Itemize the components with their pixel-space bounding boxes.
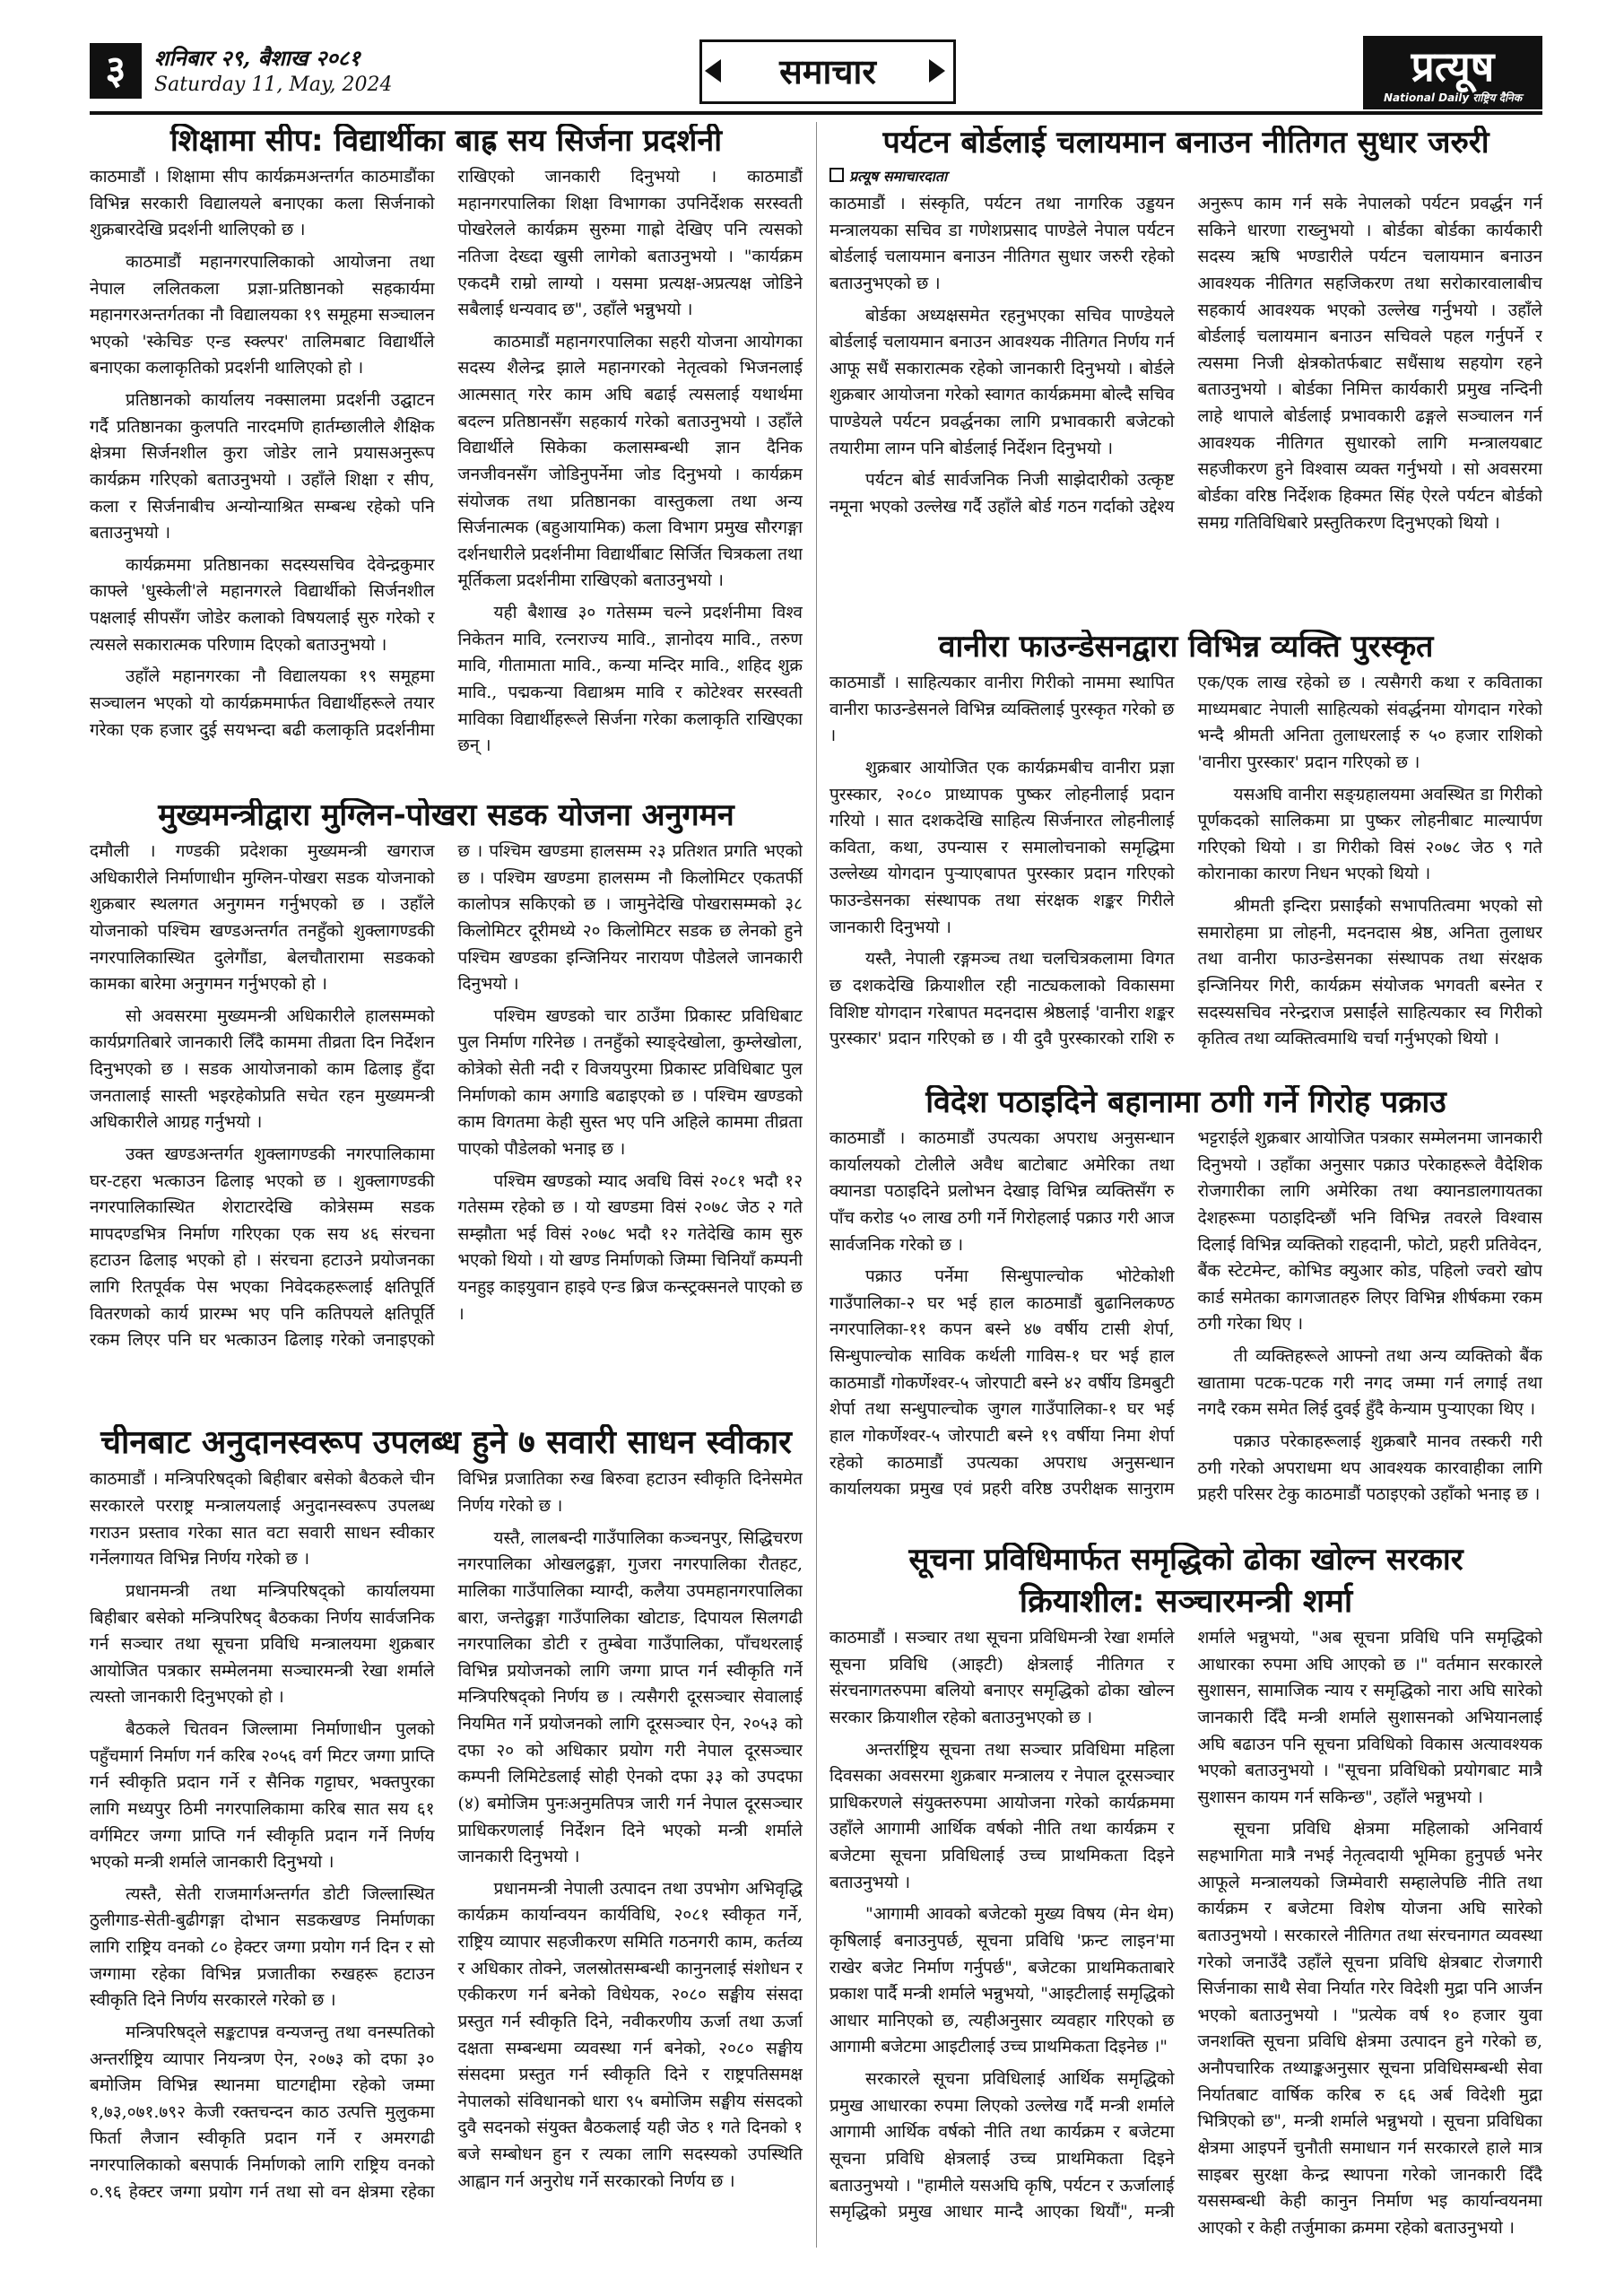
paragraph: श्रीमती इन्दिरा प्रसाईंको सभापतित्वमा भएको सो समारोहमा प्रा लोहनी, मदनदास श्रेष्ठ, अनिता तुलाधर तथा वानीरा फाउन्डेसनका संस्थापक तथा संरक्षक इन्जिनियर गिरी, कार्यक्रम संयोजक भगवती बस्नेत र सदस्यसचिव नरेन्द्रराज प्रसाईंले साहित्यकार स्व गिरीको कृतित्व तथा व्यक्तित्वमाथि चर्चा गर्नुभएको थियो । (1197, 896, 1542, 1049)
paragraph: काठमाडौं । सञ्चार तथा सूचना प्रविधिमन्त्री रेखा शर्माले सूचना प्रविधि (आइटी) क्षेत्रलाई नीतिगत र संरचनागतरुपमा बलियो बनाएर समृद्धिको ढोका खोल्न सरकार क्रियाशील रहेको बताउनुभएको छ । (829, 1628, 1175, 1727)
paragraph: यसअघि वानीरा सङ्ग्रहालयमा अवस्थित डा गिरीको पूर्णकदको सालिकमा प्रा पुष्कर लोहनीबाट माल्यार्पण गरिएको थियो । डा गिरीको विसं २०७८ जेठ ९ गते कोरानाका कारण निधन भएको थियो । (1197, 784, 1542, 884)
headline: पर्यटन बोर्डलाई चलायमान बनाउन नीतिगत सुधार जरुरी (882, 126, 1489, 161)
paragraph: काठमाडौं महानगरपालिका सहरी योजना आयोगका सदस्य शैलेन्द्र झाले महानगरको नेतृत्वको भिजनलाई आत्मसात् गरेर काम अघि बढाई त्यसलाई यथार्थमा बदल्न प्रतिष्ठानसँग सहकार्य गरेको बताउनुभयो । उहाँले विद्यार्थीले सिकेका कलासम्बन्धी ज्ञान दैनिक जनजीवनसँग जोडिनुपर्नेमा जोड दिनुभयो । कार्यक्रम संयोजक तथा प्रतिष्ठानका वास्तुकला तथा अन्य सिर्जनात्मक (बहुआयामिक) कला विभाग प्रमुख सौरगङ्गा दर्शनधारीले प्रदर्शनीमा विद्यार्थीबाट सिर्जित चित्रकला तथा मूर्तिकला प्रदर्शनीमा राखिएको बताउनुभयो । (457, 331, 803, 591)
article-body (829, 1126, 1542, 1509)
paragraph: बोर्डका अध्यक्षसमेत रहनुभएका सचिव पाण्डेयले बोर्डलाई चलायमान बनाउन आवश्यक नीतिगत निर्णय गर्न आफू सधैं सकारात्मक रहेको जानकारी दिनुभयो । बोर्डले शुक्रबार आयोजना गरेको स्वागत कार्यक्रममा बोल्दै सचिव पाण्डेयले पर्यटन प्रवर्द्धनका लागि प्रभावकारी बजेटको तयारीमा लाग्न पनि बोर्डलाई निर्देशन दिनुभयो । (829, 305, 1175, 458)
section-title: समाचार (699, 39, 956, 104)
headline: चीनबाट अनुदानस्वरूप उपलब्ध हुने ७ सवारी साधन स्वीकार (100, 1424, 792, 1461)
headline: सूचना प्रविधिमार्फत समृद्धिको ढोका खोल्न सरकार (908, 1543, 1463, 1578)
logo-name: प्रत्यूष (1411, 42, 1495, 91)
masthead-rule (90, 111, 1542, 115)
paragraph: शुक्रबार आयोजित एक कार्यक्रमबीच वानीरा प्रज्ञा पुरस्कार, २०८० प्राध्यापक पुष्कर लोहनीलाई प्रदान गरियो । सात दशकदेखि साहित्य सिर्जनारत लोहनीलाई कविता, कथा, उपन्यास र समालोचनाको समृद्धिमा उल्लेख्य योगदान पुर्‍याएबापत पुरस्कार प्रदान गरिएको फाउन्डेसनका संस्थापक तथा संरक्षक शङ्कर गिरीले जानकारी दिनुभयो । (829, 757, 1175, 937)
paragraph: पक्राउ पर्नेमा सिन्धुपाल्चोक भोटेकोशी गाउँपालिका-२ घर भई हाल काठमाडौं बुढानिलकण्ठ नगरपालिका-११ कपन बस्ने ४७ वर्षीय टासी शेर्पा, सिन्धुपाल्चोक साविक कर्थली गाविस-१ घर भई हाल काठमाडौं गोकर्णेश्वर-५ जोरपाटी बस्ने ४२ वर्षीय डिमबुटी शेर्पा तथा सन्धुपाल्चोक जुगल गाउँपालिका-१ घर भई हाल गोकर्णेश्वर-५ जोरपाटी बस्ने १९ वर्षीया निमा शेर्पा रहेको काठमाडौं उपत्यका अपराध अनुसन्धान कार्यालयका प्रमुख एवं प्रहरी वरिष्ठ उपरीक्षक सानुराम भट्टराईले शुक्रबार आयोजित पत्रकार सम्मेलनमा जानकारी दिनुभयो । उहाँका अनुसार पक्राउ परेकाहरूले वैदेशिक रोजगारीका लागि अमेरिका तथा क्यानडालगायतका देशहरूमा पठाइदिन्छौं भनि विभिन्न तवरले विश्वास दिलाई विभिन्न व्यक्तिको राहदानी, फोटो, प्रहरी प्रतिवेदन, बैंक स्टेटमेन्ट, कोभिड क्युआर कोड, पहिलो ज्वरो खोप कार्ड समेतका कागजातहरु लिएर विभिन्न शीर्षकमा रकम ठगी गरेका थिए । (829, 1128, 1542, 1500)
paragraph: दमौली । गण्डकी प्रदेशका मुख्यमन्त्री खगराज अधिकारीले निर्माणाधीन मुग्लिन-पोखरा सडक योजनाको शुक्रबार स्थलगत अनुगमन गर्नुभएको छ । उहाँले योजनाको पश्चिम खण्डअन्तर्गत तनहुँको शुक्लागण्डकी नगरपालिकास्थित दुलेगौंडा, बेलचौतारामा सडकको कामका बारेमा अनुगमन गर्नुभएको हो । (90, 841, 435, 995)
paragraph: मन्त्रिपरिषद्ले सङ्कटापन्न वन्यजन्तु तथा वनस्पतिको अन्तर्राष्ट्रिय व्यापार नियन्त्रण ऐन, २०७३ को दफा ३० बमोजिम विभिन्न स्थानमा घाटगद्दीमा रहेको जम्मा १,७३,०७१.७९२ केजी रक्तचन्दन काठ उत्पत्ति मुलुकमा फिर्ता लैजान स्वीकृति प्रदान गर्ने र अमरगढी नगरपालिकाको बसपार्क निर्माणको लागि राष्ट्रिय वनको ०.९६ हेक्टर जग्गा प्रयोग गर्न तथा सो वन क्षेत्रमा रहेका विभिन्न प्रजातिका रुख बिरुवा हटाउन स्वीकृति दिनेसमेत निर्णय गरेको छ । (90, 1469, 803, 2202)
paragraph: अन्तर्राष्ट्रिय सूचना तथा सञ्चार प्रविधिमा महिला दिवसका अवसरमा शुक्रबार मन्त्रालय र नेपाल दूरसञ्चार प्राधिकरणले संयुक्तरुपमा आयोजना गरेको कार्यक्रममा उहाँले आगामी आर्थिक वर्षको नीति तथा कार्यक्रम र बजेटमा सूचना प्रविधिलाई उच्च प्राथमिकता दिइने बताउनुभयो । (829, 1739, 1175, 1892)
column-divider (816, 122, 817, 2248)
paragraph: उहाँले महानगरका नौ विद्यालयका १९ समूहमा सञ्चालन भएको यो कार्यक्रममार्फत विद्यार्थीहरूले तयार गरेका एक हजार दुई सयभन्दा बढी कलाकृति प्रदर्शनीमा राखिएको जानकारी दिनुभयो । काठमाडौं महानगरपालिका शिक्षा विभागका उपनिर्देशक सरस्वती पोखरेलले कार्यक्रम सुरुमा गाह्रो देखिए पनि त्यसको नतिजा देख्दा खुसी लागेको बताउनुभयो । "कार्यक्रम एकदमै राम्रो लाग्यो । यसमा प्रत्यक्ष-अप्रत्यक्ष जोडिने सबैलाई धन्यवाद छ", उहाँले भन्नुभयो । (90, 167, 803, 740)
article-china-vehicles (90, 1424, 803, 2249)
article-tourism-board (829, 126, 1542, 621)
byline-text: प्रत्यूष समाचारदाता (849, 168, 948, 186)
page-number: ३ (90, 43, 142, 99)
masthead (90, 36, 1542, 117)
article-body (829, 1625, 1542, 2241)
article-banira-foundation (829, 630, 1542, 1078)
paragraph: काठमाडौं । काठमाडौं उपत्यका अपराध अनुसन्धान कार्यालयको टोलीले अवैध बाटोबाट अमेरिका तथा क्यानडा पठाइदिने प्रलोभन देखाइ विभिन्न व्यक्तिसँग रु पाँच करोड ५० लाख ठगी गर्ने गिरोहलाई पक्राउ गरी आज सार्वजनिक गरेको छ । (829, 1128, 1175, 1255)
date-nepali: शनिबार २९, बैशाख २०८१ (154, 45, 360, 71)
article-body (90, 839, 803, 1354)
paragraph: उक्त खण्डअन्तर्गत शुक्लागण्डकी नगरपालिकामा घर-टहरा भत्काउन ढिलाइ भएको छ । शुक्लागण्डकी नगरपालिकास्थित शेराटारदेखि कोत्रेसम्म सडक मापदण्डभित्र निर्माण गरिएका एक सय ४६ संरचना हटाउन ढिलाइ भएको हो । संरचना हटाउने प्रयोजनका लागि रितपूर्वक पेस भएका निवेदकहरूलाई क्षतिपूर्ति वितरणको कार्य प्रारम्भ भए पनि कतिपयले क्षतिपूर्ति रकम लिएर पनि घर भत्काउन ढिलाइ गरेको जनाइएको छ । पश्चिम खण्डमा हालसम्म २३ प्रतिशत प्रगति भएको छ । पश्चिम खण्डमा हालसम्म नौ किलोमिटर एकतर्फी कालोपत्र सकिएको छ । जामुनेदेखि पोखरासम्मको ३८ किलोमिटर दूरीमध्ये २० किलोमिटर सडक छ लेनको हुने पश्चिम खण्डका इन्जिनियर नारायण पौडेलले जानकारी दिनुभयो । (90, 841, 803, 1351)
article-body (829, 191, 1542, 536)
paragraph: "आगामी आवको बजेटको मुख्य विषय (मेन थेम) कृषिलाई बनाउनुपर्छ, सूचना प्रविधि 'फ्रन्ट लाइन'मा राखेर बजेट निर्माण गर्नुपर्छ", बजेटका प्राथमिकताबारे प्रकाश पार्दै मन्त्री शर्माले भन्नुभयो, "आइटीलाई समृद्धिको आधार मानिएको छ, त्यहीअनुसार व्यवहार गरिएको छ आगामी बजेटमा आइटीलाई उच्च प्राथमिकता दिइनेछ ।" (829, 1904, 1175, 2057)
arrow-right-icon (929, 59, 945, 83)
paragraph: प्रतिष्ठानको कार्यालय नक्सालमा प्रदर्शनी उद्घाटन गर्दै प्रतिष्ठानका कुलपति नारदमणि हार्तम्छालीले शैक्षिक क्षेत्रमा सिर्जनशील कुरा जोडेर लाने प्रयासअनुरूप कार्यक्रम गरिएको बताउनुभयो । उहाँले शिक्षा र सीप, कला र सिर्जनाबीच अन्योन्याश्रित सम्बन्ध रहेको पनि बताउनुभयो । (90, 390, 435, 544)
paragraph: प्रधानमन्त्री नेपाली उत्पादन तथा उपभोग अभिवृद्धि कार्यक्रम कार्यान्वयन कार्यविधि, २०८१ स्वीकृत गर्ने, राष्ट्रिय व्यापार सहजीकरण समिति गठनगरी काम, कर्तव्य र अधिकार तोक्ने, जलस्रोतसम्बन्धी कानुनलाई संशोधन र एकीकरण गर्न बनेको विधेयक, २०८० सङ्घीय संसदा प्रस्तुत गर्न स्वीकृति दिने, नवीकरणीय ऊर्जा तथा ऊर्जा दक्षता सम्बन्धमा व्यवस्था गर्न बनेको, २०८० सङ्घीय संसदमा प्रस्तुत गर्न स्वीकृति दिने र राष्ट्रपतिसमक्ष नेपालको संविधानको धारा ९५ बमोजिम सङ्घीय संसदको दुवै सदनको संयुक्त बैठकलाई यही जेठ १ गते दिनको १ बजे सम्बोधन हुन र त्यका लागि सदस्यको उपस्थिति आह्वान गर्न अनुरोध गर्ने सरकारको निर्णय छ । (457, 1878, 803, 2191)
subheadline: क्रियाशील: सञ्चारमन्त्री शर्मा (1019, 1583, 1353, 1621)
newspaper-logo (1363, 36, 1542, 109)
headline: मुख्यमन्त्रीद्वारा मुग्लिन-पोखरा सडक योजना अनुगमन (158, 798, 734, 833)
article-fraud-gang (829, 1085, 1542, 1534)
arrow-left-icon (705, 59, 721, 83)
paragraph: प्रधानमन्त्री तथा मन्त्रिपरिषद्को कार्यालयमा बिहीबार बसेको मन्त्रिपरिषद् बैठकका निर्णय सार्वजनिक गर्न सञ्चार तथा सूचना प्रविधि मन्त्रालयमा शुक्रबार आयोजित पत्रकार सम्मेलनमा सञ्चारमन्त्री रेखा शर्माले त्यस्तो जानकारी दिनुभएको हो । (90, 1580, 435, 1708)
headline: शिक्षामा सीप: विद्यार्थीका बाह्र सय सिर्जना प्रदर्शनी (169, 124, 723, 159)
paragraph: काठमाडौं । संस्कृति, पर्यटन तथा नागरिक उड्डयन मन्त्रालयका सचिव डा गणेशप्रसाद पाण्डेले नेपाल पर्यटन बोर्डलाई चलायमान बनाउन नीतिगत सुधार जरुरी रहेको बताउनुभएको छ । (829, 194, 1175, 293)
paragraph: काठमाडौं । साहित्यकार वानीरा गिरीको नाममा स्थापित वानीरा फाउन्डेसनले विभिन्न व्यक्तिलाई पुरस्कृत गरेको छ । (829, 673, 1175, 746)
byline (829, 166, 1542, 186)
paragraph: कार्यक्रममा प्रतिष्ठानका सदस्यसचिव देवेन्द्रकुमार काफ्ले 'धुस्केली'ले महानगरले विद्यार्थीको सिर्जनशील पक्षलाई सीपसँग जोडेर कलाको विषयलाई सुरु गरेको र त्यसले सकारात्मक परिणाम दिएको बताउनुभयो । (90, 554, 435, 655)
square-bullet-icon (829, 168, 844, 182)
paragraph: पक्राउ परेकाहरूलाई शुक्रबारै मानव तस्करी गरी ठगी गरेको अपराधमा थप आवश्यक कारवाहीका लागि प्रहरी परिसर टेकु काठमाडौं पठाइएको उहाँको भनाइ छ । (1197, 1431, 1542, 1505)
article-body (90, 1466, 803, 2205)
paragraph: त्यस्तै, सेती राजमार्गअन्तर्गत डोटी जिल्लास्थित ठुलीगाड-सेती-बुढीगङ्गा दोभान सडकखण्ड निर्माणका लागि राष्ट्रिय वनको ८० हेक्टर जग्गा प्रयोग गर्न दिन र सो जग्गामा रहेका विभिन्न प्रजातीका रुखहरू हटाउन स्वीकृति दिने निर्णय सरकारले गरेको छ । (90, 1883, 435, 2011)
paragraph: काठमाडौं । मन्त्रिपरिषद्को बिहीबार बसेको बैठकले चीन सरकारले परराष्ट्र मन्त्रालयलाई अनुदानस्वरूप उपलब्ध गराउन प्रस्ताव गरेका सात वटा सवारी साधन स्वीकार गर्नेलगायत विभिन्न निर्णय गरेको छ । (90, 1469, 435, 1570)
article-body (90, 164, 803, 760)
headline: वानीरा फाउन्डेसनद्वारा विभिन्न व्यक्ति पुरस्कृत (938, 630, 1434, 665)
paragraph: यस्तै, नेपाली रङ्गमञ्च तथा चलचित्रकलामा विगत छ दशकदेखि क्रियाशील रही नाट्यकलाको विकासमा विशिष्ट योगदान गरेबापत मदनदास श्रेष्ठलाई 'वानीरा शङ्कर पुरस्कार' प्रदान गरिएको छ । यी दुवै पुरस्कारको राशि रु एक/एक लाख रहेको छ । त्यसैगरी कथा र कविताका माध्यमबाट नेपाली साहित्यको संवर्द्धनमा योगदान गरेको भन्दै श्रीमती अनिता तुलाधरलाई रु ५० हजार राशिको 'वानीरा पुरस्कार' प्रदान गरिएको छ । (829, 673, 1542, 1049)
headline: विदेश पठाइदिने बहानामा ठगी गर्ने गिरोह पक्राउ (925, 1085, 1446, 1120)
date-english: Saturday 11, May, 2024 (154, 74, 393, 96)
paragraph: बैठकले चितवन जिल्लामा निर्माणाधीन पुलको पहुँचमार्ग निर्माण गर्न करिब २०५६ वर्ग मिटर जग्गा प्राप्ति गर्न स्वीकृति प्रदान गर्ने र सैनिक गट्टाघर, भक्तपुरका लागि मध्यपुर ठिमी नगरपालिकामा करिब सात सय ६१ वर्गमिटर जग्गा प्राप्ति गर्न स्वीकृति प्रदान गर्ने निर्णय भएको मन्त्री शर्माले जानकारी दिनुभयो । (90, 1719, 435, 1873)
paragraph: पश्चिम खण्डको म्याद अवधि विसं २०८१ भदौ १२ गतेसम्म रहेको छ । यो खण्डमा विसं २०७८ जेठ २ गते सम्झौता भई विसं २०७८ भदौ १२ गतेदेखि काम सुरु भएको थियो । यो खण्ड निर्माणको जिम्मा चिनियाँ कम्पनी यनहुइ काइयुवान हाइवे एन्ड ब्रिज कन्स्ट्रक्सनले पाएको छ । (457, 1170, 803, 1324)
paragraph: सरकारले सूचना प्रविधिलाई आर्थिक समृद्धिको प्रमुख आधारका रुपमा लिएको उल्लेख गर्दै मन्त्री शर्माले आगामी आर्थिक वर्षको नीति तथा कार्यक्रम र बजेटमा सूचना प्रविधि क्षेत्रलाई उच्च प्राथमिकता दिइने बताउनुभयो । "हामीले यसअघि कृषि, पर्यटन र ऊर्जालाई समृद्धिको प्रमुख आधार मान्दै आएका थियौं", मन्त्री शर्माले भन्नुभयो, "अब सूचना प्रविधि पनि समृद्धिको आधारका रुपमा अघि आएको छ ।" वर्तमान सरकारले सुशासन, सामाजिक न्याय र समृद्धिको नारा अघि सारेको जानकारी दिँदै मन्त्री शर्माले सुशासनको अभियानलाई अघि बढाउन पनि सूचना प्रविधिको विकास अत्यावश्यक भएको बताउनुभयो । "सूचना प्रविधिको प्रयोगबाट मात्रै सुशासन कायम गर्न सकिन्छ", उहाँले भन्नुभयो । (829, 1628, 1542, 2222)
article-mugling-road (90, 798, 803, 1417)
paragraph: सो अवसरमा मुख्यमन्त्री अधिकारीले हालसम्मको कार्यप्रगतिबारे जानकारी लिँदै काममा तीव्रता दिन निर्देशन दिनुभएको छ । सडक आयोजनाको काम ढिलाइ हुँदा जनतालाई सास्ती भइरहेकोप्रति सचेत रहन मुख्यमन्त्री अधिकारीले आग्रह गर्नुभयो । (90, 1005, 435, 1133)
paragraph: काठमाडौं महानगरपालिकाको आयोजना तथा नेपाल ललितकला प्रज्ञा-प्रतिष्ठानको सहकार्यमा महानगरअन्तर्गतका नौ विद्यालयका १९ समूहमा सञ्चालन भएको 'स्केचिङ एन्ड स्क्ल्पर' तालिमबाट विद्यार्थीले बनाएका कलाकृतिको प्रदर्शनी थालिएको हो । (90, 251, 435, 378)
paragraph: काठमाडौं । शिक्षामा सीप कार्यक्रमअन्तर्गत काठमाडौंका विभिन्न सरकारी विद्यालयले बनाएका कला सिर्जनाको शुक्रबारदेखि प्रदर्शनी थालिएको छ । (90, 167, 435, 240)
paragraph: सूचना प्रविधि क्षेत्रमा महिलाको अनिवार्य सहभागिता मात्रै नभई नेतृत्वदायी भूमिका हुनुपर्छ भनेर आफूले मन्त्रालयको जिम्मेवारी सम्हालेपछि नीति तथा कार्यक्रम र बजेटमा विशेष योजना अघि सारेको बताउनुभयो । सरकारले नीतिगत तथा संरचनागत व्यवस्था गरेको जनाउँदै उहाँले सूचना प्रविधि क्षेत्रबाट रोजगारी सिर्जनाका साथै सेवा निर्यात गरेर विदेशी मुद्रा पनि आर्जन भएको बताउनुभयो । "प्रत्येक वर्ष १० हजार युवा जनशक्ति सूचना प्रविधि क्षेत्रमा उत्पादन हुने गरेको छ, अनौपचारिक तथ्याङ्कअनुसार सूचना प्रविधिसम्बन्धी सेवा निर्यातबाट वार्षिक करिब रु ६६ अर्ब विदेशी मुद्रा भित्रिएको छ", मन्त्री शर्माले भन्नुभयो । सूचना प्रविधिका क्षेत्रमा आइपर्ने चुनौती समाधान गर्न सरकारले हाले मात्र साइबर सुरक्षा केन्द्र स्थापना गरेको जानकारी दिँदै यससम्बन्धी केही कानुन निर्माण भइ कार्यान्वयनमा आएको र केही तर्जुमाका क्रममा रहेको बताउनुभयो । (1197, 1819, 1542, 2238)
logo-tagline: National Daily राष्ट्रिय दैनिक (1383, 91, 1523, 104)
paragraph: ती व्यक्तिहरूले आफ्नो तथा अन्य व्यक्तिको बैंक खातामा पटक-पटक गरी नगद जम्मा गर्न लगाई तथा नगदै रकम समेत लिई दुवई हुँदै केन्याम पुर्‍याएका थिए । (1197, 1346, 1542, 1420)
paragraph: यस्तै, लालबन्दी गाउँपालिका कञ्चनपुर, सिद्धिचरण नगरपालिका ओखलढुङ्गा, गुजरा नगरपालिका रौतहट, मालिका गाउँपालिका म्याग्दी, कलैया उपमहानगरपालिका बारा, जन्तेढुङ्गा गाउँपालिका खोटाङ, दिपायल सिलगढी नगरपालिका डोटी र तुम्बेवा गाउँपालिका, पाँचथरलाई विभिन्न प्रयोजनको लागि जग्गा प्राप्त गर्न स्वीकृति गर्ने मन्त्रिपरिषद्को निर्णय छ । त्यसैगरी दूरसञ्चार सेवालाई नियमित गर्ने प्रयोजनको लागि दूरसञ्चार ऐन, २०५३ को दफा २० को अधिकार प्रयोग गरी नेपाल दूरसञ्चार कम्पनी लिमिटेडलाई सोही ऐनको दफा ३३ को उपदफा (४) बमोजिम पुनःअनुमतिपत्र जारी गर्न नेपाल दूरसञ्चार प्राधिकरणलाई निर्देशन दिने भएको मन्त्री शर्माले जानकारी दिनुभयो । (457, 1527, 803, 1867)
newspaper-page (90, 36, 1542, 2260)
paragraph: यही बैशाख ३० गतेसम्म चल्ने प्रदर्शनीमा विश्व निकेतन मावि, रत्नराज्य मावि., ज्ञानोदय मावि., तरुण मावि, गीतामाता मावि., कन्या मन्दिर मावि., शहिद शुक्र मावि., पद्मकन्या विद्याश्रम मावि र कोटेश्वर सरस्वती माविका विद्यार्थीहरूले सिर्जना गरेका कलाकृति राखिएका छन् । (457, 603, 803, 756)
article-skill-exhibition (90, 124, 803, 792)
paragraph: पर्यटन बोर्ड सार्वजनिक निजी साझेदारीको उत्कृष्ट नमूना भएको उल्लेख गर्दै उहाँले बोर्ड गठन गर्दाको उद्देश्य अनुरूप काम गर्न सके नेपालको पर्यटन प्रवर्द्धन गर्न सकिने धारणा राख्नुभयो । बोर्डका बोर्डका कार्यकारी सदस्य ऋषि भण्डारीले पर्यटन चलायमान बनाउन आवश्यक नीतिगत सहजिकरण तथा सरोकारवालाबीच सहकार्य आवश्यक भएको उल्लेख गर्नुभयो । उहाँले बोर्डलाई चलायमान बनाउन सचिवले पहल गर्नुपर्ने र त्यसमा निजी क्षेत्रकोतर्फबाट सधैंसाथ सहयोग रहने बताउनुभयो । बोर्डका निमित्त कार्यकारी प्रमुख नन्दिनी लाहे थापाले बोर्डलाई प्रभावकारी ढङ्गले सञ्चालन गर्न आवश्यक नीतिगत सुधारको लागि मन्त्रालयबाट सहजीकरण हुने विश्वास व्यक्त गर्नुभयो । सो अवसरमा बोर्डका वरिष्ठ निर्देशक हिक्मत सिंह ऐरले पर्यटन बोर्डको समग्र गतिविधिबारे प्रस्तुतिकरण दिनुभएको थियो । (829, 194, 1542, 533)
article-body (829, 670, 1542, 1056)
paragraph: पश्चिम खण्डको चार ठाउँमा प्रिकास्ट प्रविधिबाट पुल निर्माण गरिनेछ । तनहुँको स्याङ्देखोला, कुम्लेखोला, कोत्रेको सेती नदी र विजयपुरमा प्रिकास्ट प्रविधिबाट पुल निर्माणको काम अगाडि बढाइएको छ । पश्चिम खण्डको काम विगतमा केही सुस्त भए पनि अहिले काममा तीव्रता पाएको पौडेलको भनाइ छ । (457, 1005, 803, 1159)
article-it-prosperity (829, 1543, 1542, 2249)
